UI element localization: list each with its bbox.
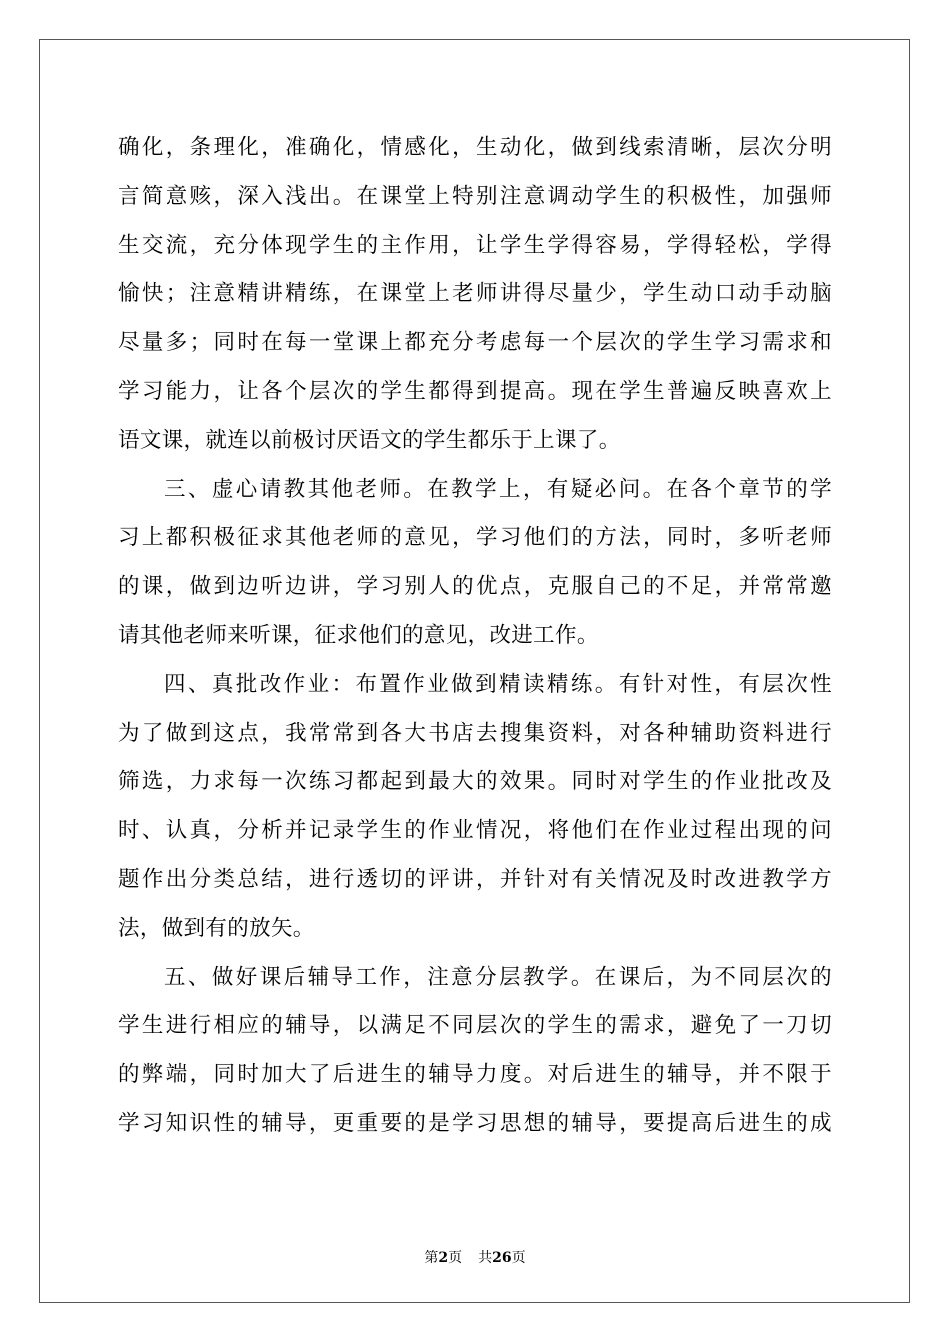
paragraph-start-line: 四、真批改作业：布置作业做到精读精练。有针对性，有层次性 <box>164 671 832 697</box>
text-line: 为了做到这点，我常常到各大书店去搜集资料，对各种辅助资料进行 <box>118 720 832 746</box>
text-line: 的课，做到边听边讲，学习别人的优点，克服自己的不足，并常常邀 <box>118 574 832 600</box>
total-pages: 26 <box>492 1250 512 1266</box>
text-line: 学生进行相应的辅导，以满足不同层次的学生的需求，避免了一刀切 <box>118 1013 832 1039</box>
text-line: 时、认真，分析并记录学生的作业情况，将他们在作业过程出现的问 <box>118 818 832 844</box>
text-line: 题作出分类总结，进行透切的评讲，并针对有关情况及时改进教学方 <box>118 866 832 892</box>
text-line: 尽量多；同时在每一堂课上都充分考虑每一个层次的学生学习需求和 <box>118 330 832 356</box>
text-line: 的弊端，同时加大了后进生的辅导力度。对后进生的辅导，并不限于 <box>118 1062 832 1088</box>
total-label-suffix: 页 <box>511 1250 526 1266</box>
text-line: 筛选，力求每一次练习都起到最大的效果。同时对学生的作业批改及 <box>118 769 832 795</box>
text-line: 确化，条理化，准确化，情感化，生动化，做到线索清晰，层次分明 <box>118 135 832 160</box>
text-line: 学习知识性的辅导，更重要的是学习思想的辅导，要提高后进生的成 <box>118 1110 832 1136</box>
paragraph-start-line: 五、做好课后辅导工作，注意分层教学。在课后，为不同层次的 <box>164 964 832 990</box>
text-line: 愉快；注意精讲精练，在课堂上老师讲得尽量少，学生动口动手动脑 <box>118 281 832 307</box>
text-line: 习上都积极征求其他老师的意见，学习他们的方法，同时，多听老师 <box>118 525 832 551</box>
text-line: 学习能力，让各个层次的学生都得到提高。现在学生普遍反映喜欢上 <box>118 378 832 404</box>
text-line: 法，做到有的放矢。 <box>118 915 315 941</box>
page-label-suffix: 页 <box>448 1250 463 1266</box>
page-number: 2 <box>438 1250 449 1266</box>
paragraph-start-line: 三、虚心请教其他老师。在教学上，有疑必问。在各个章节的学 <box>164 476 832 502</box>
total-label-prefix: 共 <box>478 1250 493 1266</box>
page-label-prefix: 第 <box>424 1250 439 1266</box>
text-line: 生交流，充分体现学生的主作用，让学生学得容易，学得轻松，学得 <box>118 232 832 258</box>
page-footer <box>0 1247 950 1267</box>
text-line: 请其他老师来听课，征求他们的意见，改进工作。 <box>118 622 599 648</box>
text-line: 言简意赅，深入浅出。在课堂上特别注意调动学生的积极性，加强师 <box>118 183 832 209</box>
document-body <box>118 124 832 1149</box>
text-line: 语文课，就连以前极讨厌语文的学生都乐于上课了。 <box>118 427 621 453</box>
